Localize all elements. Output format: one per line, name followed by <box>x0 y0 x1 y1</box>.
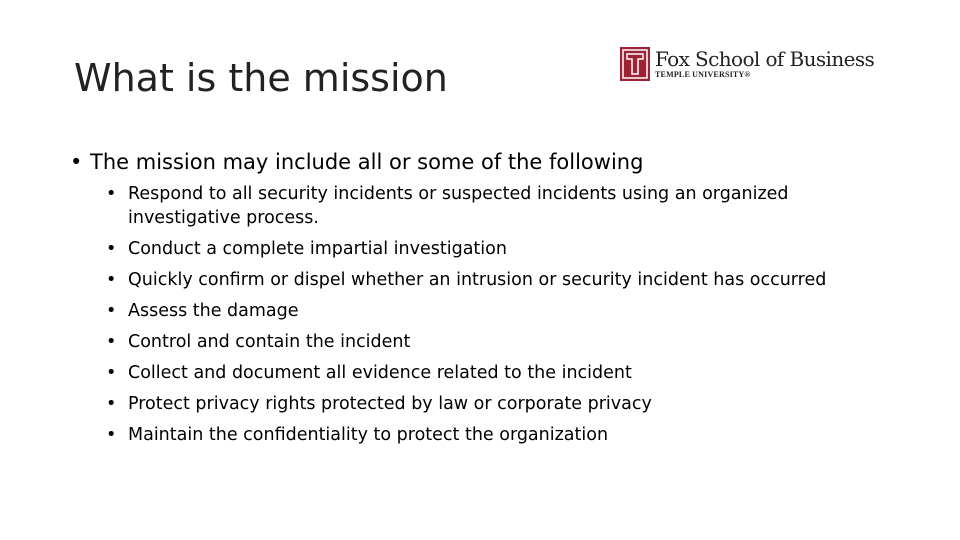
fox-school-logo <box>620 45 885 83</box>
sub-point <box>106 182 890 230</box>
logo-subtitle: TEMPLE UNIVERSITY® <box>655 70 751 79</box>
bullet: • <box>70 150 83 174</box>
sub-point-text: Collect and document all evidence related to the incident <box>128 363 632 383</box>
sub-point-text: Assess the damage <box>128 301 299 321</box>
bullet: • <box>106 425 117 445</box>
bullet: • <box>106 332 117 352</box>
slide-title: What is the mission <box>74 56 448 100</box>
bullet: • <box>106 239 117 259</box>
sub-point-text: Conduct a complete impartial investigation <box>128 239 507 259</box>
sub-point <box>106 330 890 354</box>
logo-name: Fox School of Business <box>655 47 875 71</box>
main-point <box>70 146 890 178</box>
sub-point <box>106 268 890 292</box>
temple-t-logo-icon <box>620 47 650 81</box>
sub-point-list <box>106 182 890 447</box>
bullet: • <box>106 184 117 204</box>
bullet: • <box>106 270 117 290</box>
bullet: • <box>106 394 117 414</box>
sub-point <box>106 423 890 447</box>
sub-point <box>106 392 890 416</box>
slide-body <box>70 146 890 454</box>
main-point-text: The mission may include all or some of the following <box>90 150 644 174</box>
bullet: • <box>106 301 117 321</box>
sub-point <box>106 361 890 385</box>
sub-point-text: Protect privacy rights protected by law or corporate privacy <box>128 394 652 414</box>
sub-point-text: Maintain the confidentiality to protect the organization <box>128 425 609 445</box>
sub-point-text: Quickly confirm or dispel whether an intrusion or security incident has occurred <box>128 270 827 290</box>
sub-point-text: Respond to all security incidents or suspected incidents using an organized investigative process. <box>128 184 789 228</box>
sub-point-text: Control and contain the incident <box>128 332 411 352</box>
sub-point <box>106 299 890 323</box>
bullet: • <box>106 363 117 383</box>
sub-point <box>106 237 890 261</box>
